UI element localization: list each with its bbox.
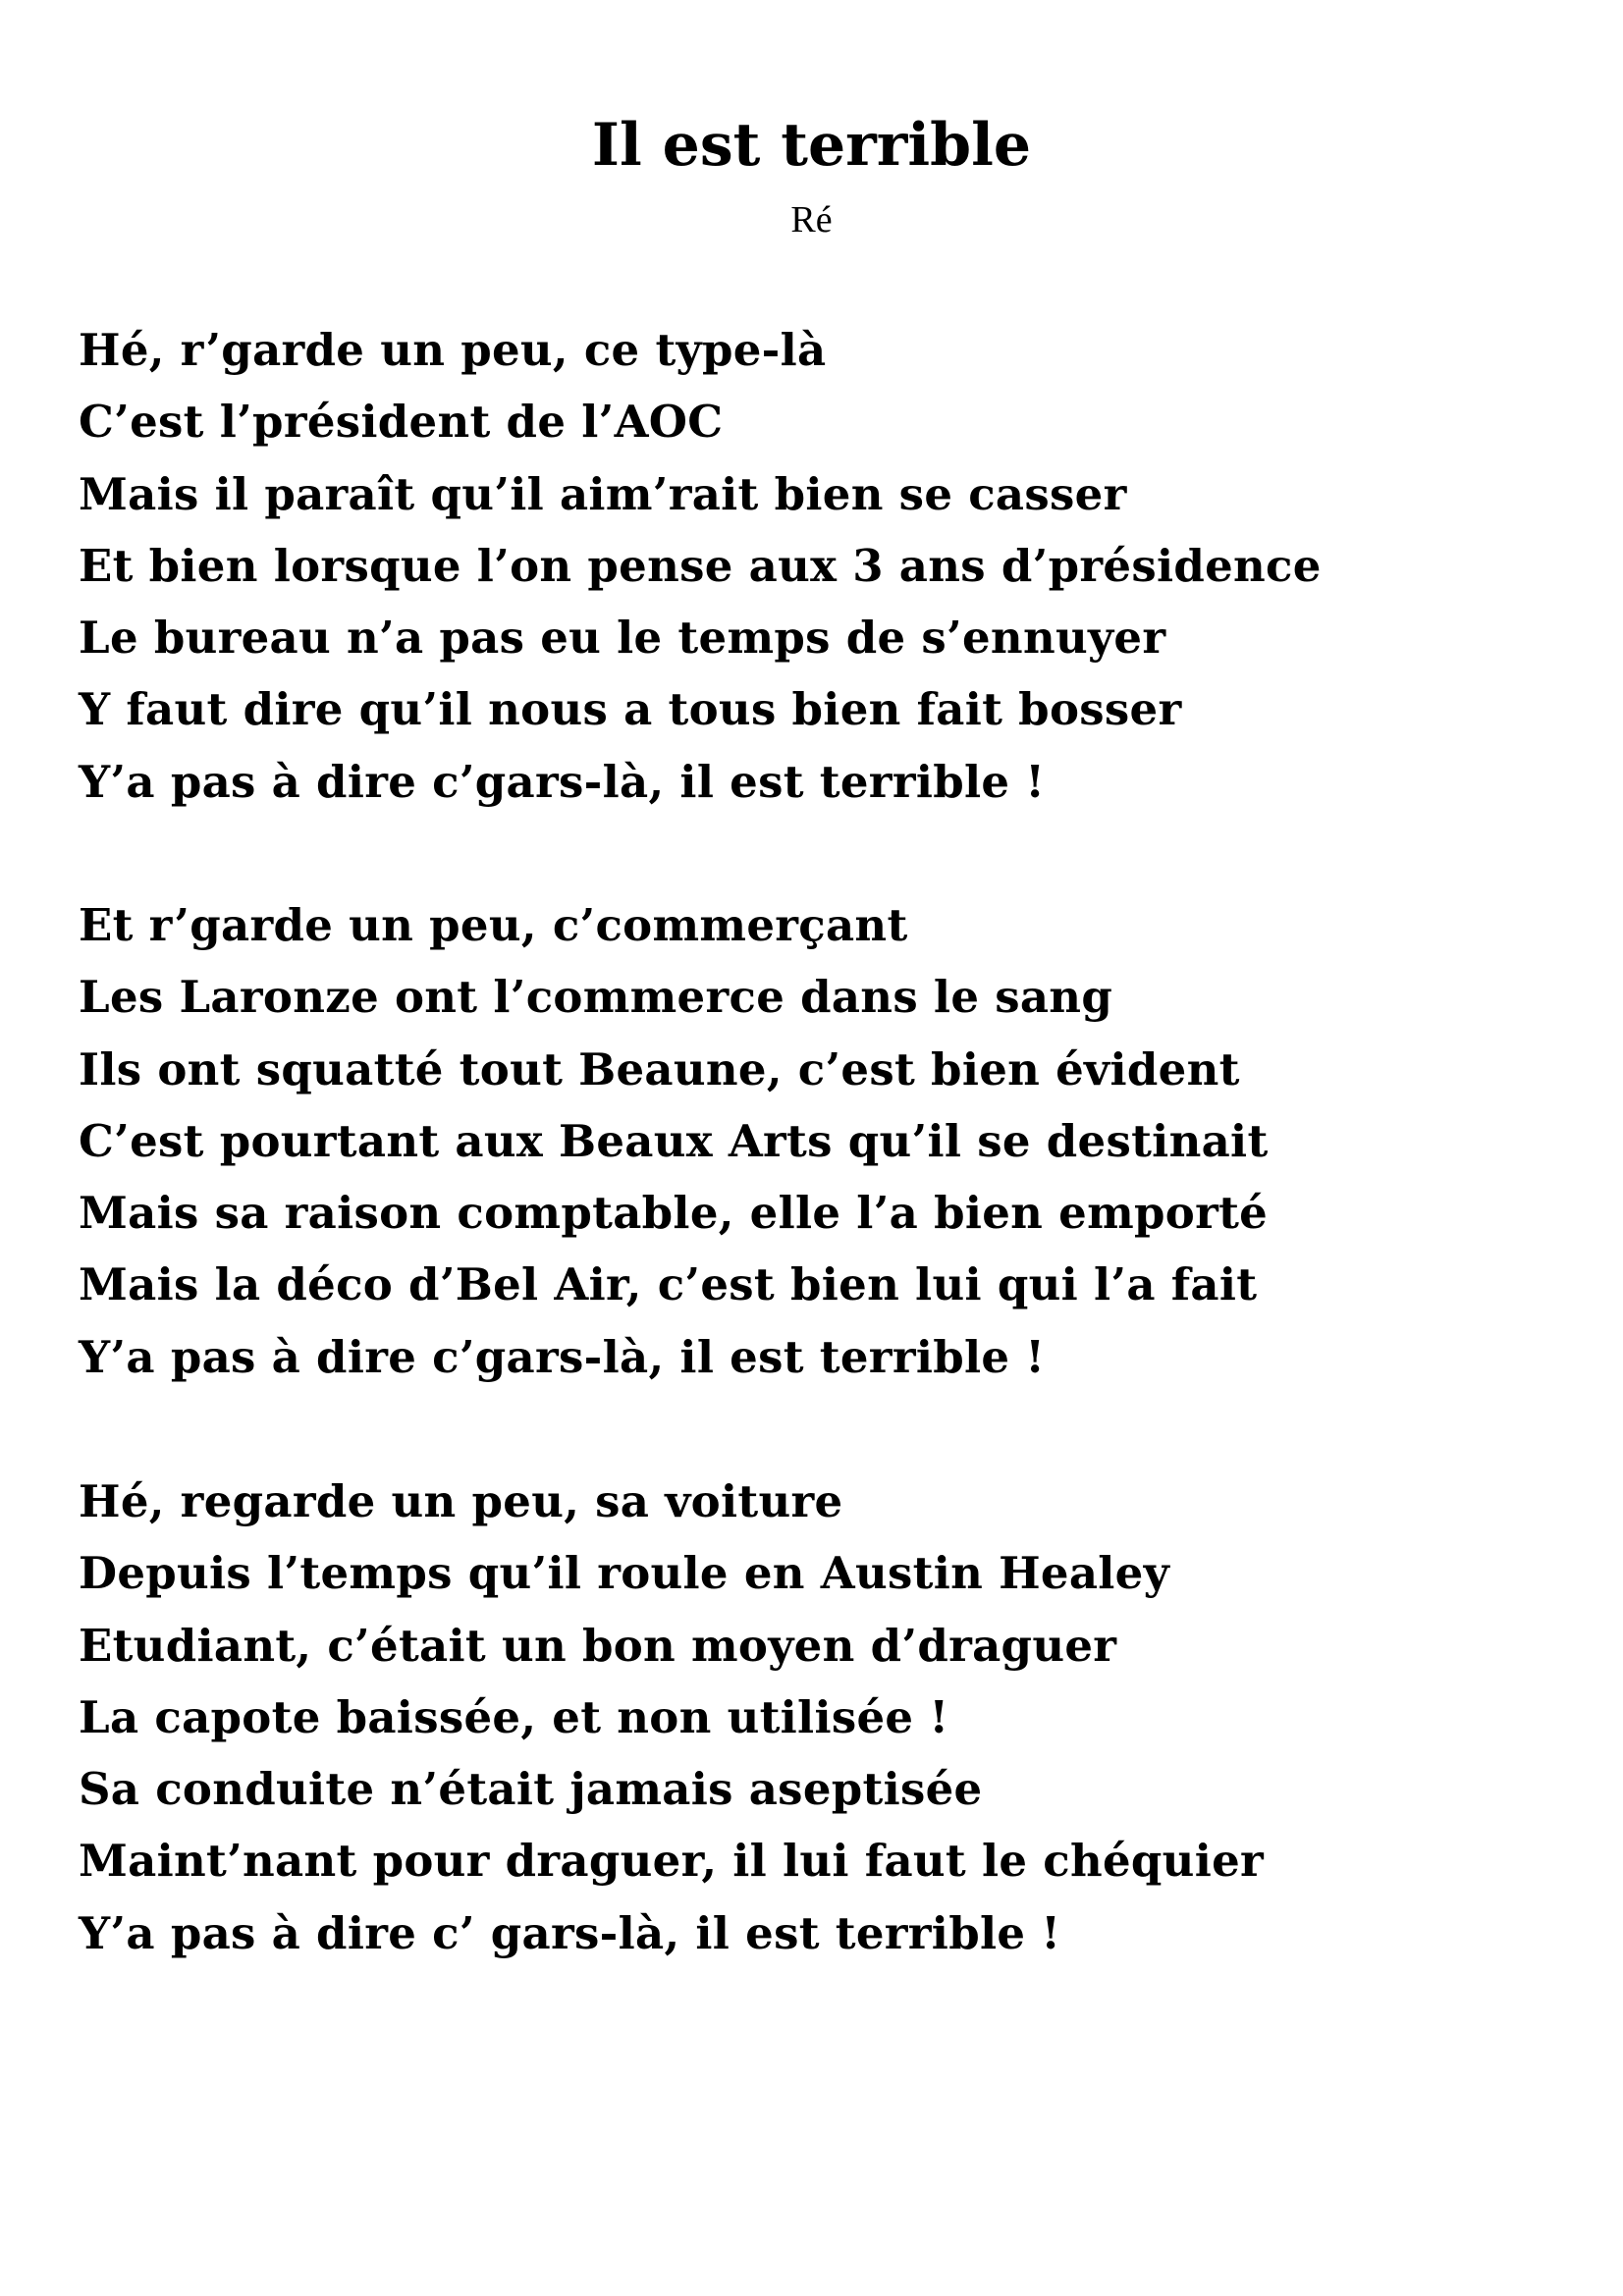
verse-line: Et bien lorsque l’on pense aux 3 ans d’présidence [79,539,1322,592]
refrain-line: Y’a pas à dire c’gars-là, il est terrible ! [79,1330,1046,1383]
verse-line: C’est pourtant aux Beaux Arts qu’il se destinait [79,1114,1269,1167]
stanza-2 [79,889,1571,1393]
verse-line: Mais il paraît qu’il aim’rait bien se casser [79,467,1127,520]
verse-line: Etudiant, c’était un bon moyen d’draguer [79,1619,1117,1672]
verse-line: Hé, regarde un peu, sa voiture [79,1475,843,1527]
verse-line: Sa conduite n’était jamais aseptisée [79,1763,983,1816]
refrain-line: Y’a pas à dire c’gars-là, il est terrible ! [79,755,1046,808]
song-title: Il est terrible [591,111,1032,180]
verse-line: La capote baissée, et non utilisée ! [79,1690,949,1743]
verse-line: Y faut dire qu’il nous a tous bien fait bosser [79,683,1182,736]
verse-line: Et r’garde un peu, c’commerçant [79,899,908,951]
stanza-1 [79,314,1571,818]
verse-line: Hé, r’garde un peu, ce type-là [79,324,827,376]
verse-line: Les Laronze ont l’commerce dans le sang [79,971,1113,1024]
verse-line: Mais la déco d’Bel Air, c’est bien lui qui l’a fait [79,1258,1258,1311]
song-subtitle: Ré [790,199,833,240]
verse-line: Mais sa raison comptable, elle l’a bien emporté [79,1187,1269,1240]
stanza-3 [79,1466,1571,1969]
refrain-line: Y’a pas à dire c’ gars-là, il est terrible ! [79,1906,1061,1959]
verse-line: Depuis l’temps qu’il roule en Austin Healey [79,1547,1170,1600]
verse-line: C’est l’président de l’AOC [79,396,724,449]
verse-line: Ils ont squatté tout Beaune, c’est bien évident [79,1042,1240,1095]
verse-line: Le bureau n’a pas eu le temps de s’ennuyer [79,612,1166,665]
verse-line: Maint’nant pour draguer, il lui faut le chéquier [79,1835,1265,1888]
